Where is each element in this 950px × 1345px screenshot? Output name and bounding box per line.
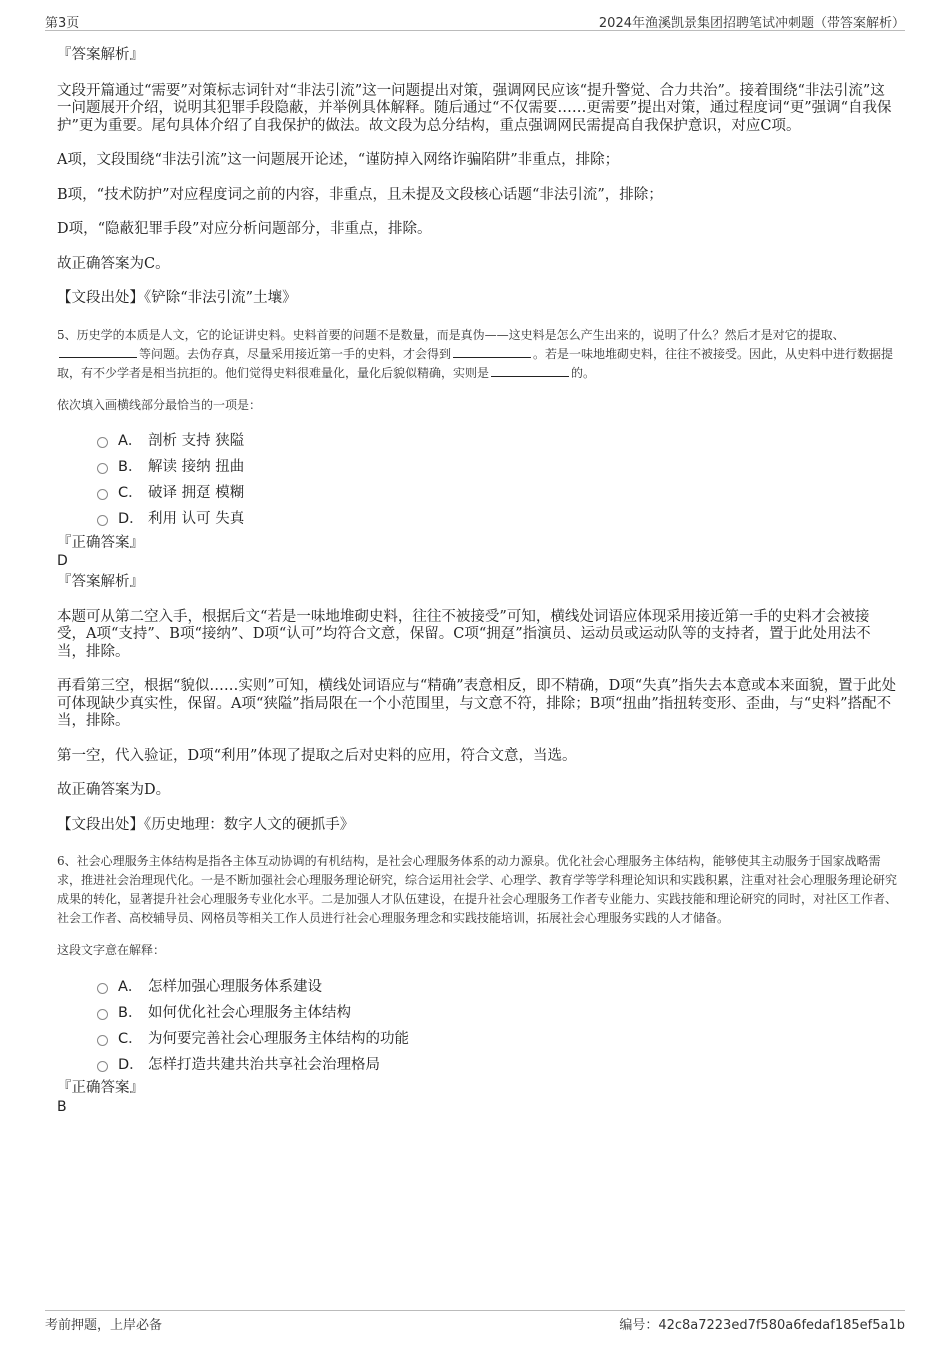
q4-analysis-title: 『答案解析』 bbox=[57, 47, 144, 63]
q6-stem: 6、社会心理服务主体结构是指各主体互动协调的有机结构，是社会心理服务体系的动力源泉。优化社会心理服务主体结构，能够使其主动服务于国家战略需求，推进社会治理现代化。一是不断加强社会心理服务理论研究，综合运用社会学、心理学、教育学等学科理论知识和实践积累，注重对社会心理服务理论研究成果的转化，显著提升社会心理服务专业化水平。二是加强人才队伍建设，在提升社会心理服务工作者专业能力、实践技能和理论研究的同时，对社区工作者、社会工作者、高校辅导员、网格员等相关工作人员进行社会心理服务理念和实践技能培训，拓展社会心理服务实践的人才储备。 bbox=[57, 854, 898, 925]
q4-analysis-paragraph-4: D项，“隐蔽犯罪手段”对应分析问题部分，非重点，排除。 bbox=[57, 221, 432, 237]
radio-button[interactable] bbox=[97, 463, 108, 474]
q5-option-d[interactable]: D． 利用 认可 失真 bbox=[57, 505, 897, 531]
q5-analysis-title: 『答案解析』 bbox=[57, 574, 144, 590]
q4-analysis-paragraph-1: 文段开篇通过“需要”对策标志词针对“非法引流”这一问题提出对策，强调网民应该“提升警觉、合力共治”。接着围绕“非法引流”这一问题展开介绍，说明其犯罪手段隐蔽，并举例具体解释。随后通过“不仅需要……更需要”提出对策，通过程度词“更”强调“自我保护”更为重要。尾句具体介绍了自我保护的做法。故文段为总分结构，重点强调网民需提高自我保护意识，对应C项。 bbox=[57, 82, 892, 134]
page-number: 第3页 bbox=[45, 16, 80, 31]
q5-conclusion: 故正确答案为D。 bbox=[57, 782, 171, 798]
q6-correct-title: 『正确答案』 bbox=[57, 1080, 144, 1096]
q5-analysis-paragraph-1: 本题可从第二空入手，根据后文“若是一味地堆砌史料，往往不被接受”可知，横线处词语应体现采用接近第一手的史料才会被接受，A项“支持”、B项“接纳”、D项“认可”均符合文意，保留。C项“拥趸”指演员、运动员或运动队等的支持者，置于此处用法不当，排除。 bbox=[57, 608, 871, 660]
q6-option-d[interactable]: D． 怎样打造共建共治共享社会治理格局 bbox=[57, 1050, 897, 1076]
radio-button[interactable] bbox=[97, 1009, 108, 1020]
q5-correct-title: 『正确答案』 bbox=[57, 534, 144, 551]
radio-button[interactable] bbox=[97, 437, 108, 448]
q4-analysis-paragraph-3: B项，“技术防护”对应程度词之前的内容，非重点，且未提及文段核心话题“非法引流”，排除； bbox=[57, 186, 663, 203]
q4-conclusion: 故正确答案为C。 bbox=[57, 255, 170, 272]
blank-1 bbox=[59, 345, 137, 358]
q5-stem: 5、历史学的本质是人文，它的论证讲史料。史料首要的问题不是数量，而是真伪——这史料是怎么产生出来的，说明了什么？然后才是对它的提取、等问题。去伪存真，尽量采用接近第一手的史料，才会得到 。若是一味地堆砌史料，往往不被接受。因此，从史料中进行数据提取，有不少学者是相当抗拒的。他们觉得史料很难量化，量化后貌似精确，实则是 的。 bbox=[57, 327, 894, 380]
q5-options bbox=[57, 427, 897, 531]
radio-button[interactable] bbox=[97, 515, 108, 526]
q4-analysis-paragraph-2: A项，文段围绕“非法引流”这一问题展开论述，“谨防掉入网络诈骗陷阱”非重点，排除； bbox=[57, 152, 620, 168]
q6-options bbox=[57, 972, 897, 1076]
radio-button[interactable] bbox=[97, 489, 108, 500]
page-footer bbox=[45, 1310, 905, 1331]
q5-option-c[interactable]: C． 破译 拥趸 模糊 bbox=[57, 479, 897, 505]
document-title: 2024年渔溪凯景集团招聘笔试冲刺题（带答案解析） bbox=[598, 16, 905, 31]
q5-analysis-paragraph-3: 第一空，代入验证，D项“利用”体现了提取之后对史料的应用，符合文意，当选。 bbox=[57, 747, 577, 764]
q6-prompt: 这段文字意在解释： bbox=[57, 943, 166, 957]
page-header bbox=[45, 10, 905, 31]
blank-2 bbox=[453, 345, 531, 358]
q5-option-b[interactable]: B． 解读 接纳 扭曲 bbox=[57, 453, 897, 479]
q6-option-a[interactable]: A． 怎样加强心理服务体系建设 bbox=[57, 972, 897, 998]
footer-slogan: 考前押题，上岸必备 bbox=[45, 1318, 163, 1333]
q6-option-c[interactable]: C． 为何要完善社会心理服务主体结构的功能 bbox=[57, 1024, 897, 1050]
q5-correct-answer: D bbox=[57, 553, 68, 569]
q4-source: 【文段出处】《铲除“非法引流”土壤》 bbox=[57, 290, 297, 306]
page-content bbox=[57, 44, 897, 1116]
q5-source: 【文段出处】《历史地理：数字人文的硬抓手》 bbox=[57, 816, 355, 833]
radio-button[interactable] bbox=[97, 1061, 108, 1072]
q6-option-b[interactable]: B． 如何优化社会心理服务主体结构 bbox=[57, 998, 897, 1024]
radio-button[interactable] bbox=[97, 1035, 108, 1046]
document-code: 编号：42c8a7223ed7f580a6fedaf185ef5a1b bbox=[619, 1318, 905, 1333]
q5-prompt: 依次填入画横线部分最恰当的一项是： bbox=[57, 397, 262, 412]
radio-button[interactable] bbox=[97, 983, 108, 994]
q5-analysis-paragraph-2: 再看第三空，根据“貌似……实则”可知，横线处词语应与“精确”表意相反，即不精确，D项“失真”指失去本意或本来面貌，置于此处可体现缺少真实性，保留。A项“狭隘”指局限在一个小范围里，与文意不符，排除；B项“扭曲”指扭转变形、歪曲，与“史料”搭配不当，排除。 bbox=[57, 678, 897, 729]
q6-correct-answer: B bbox=[57, 1098, 67, 1115]
q5-option-a[interactable]: A． 剖析 支持 狭隘 bbox=[57, 427, 897, 453]
blank-3 bbox=[491, 364, 569, 377]
